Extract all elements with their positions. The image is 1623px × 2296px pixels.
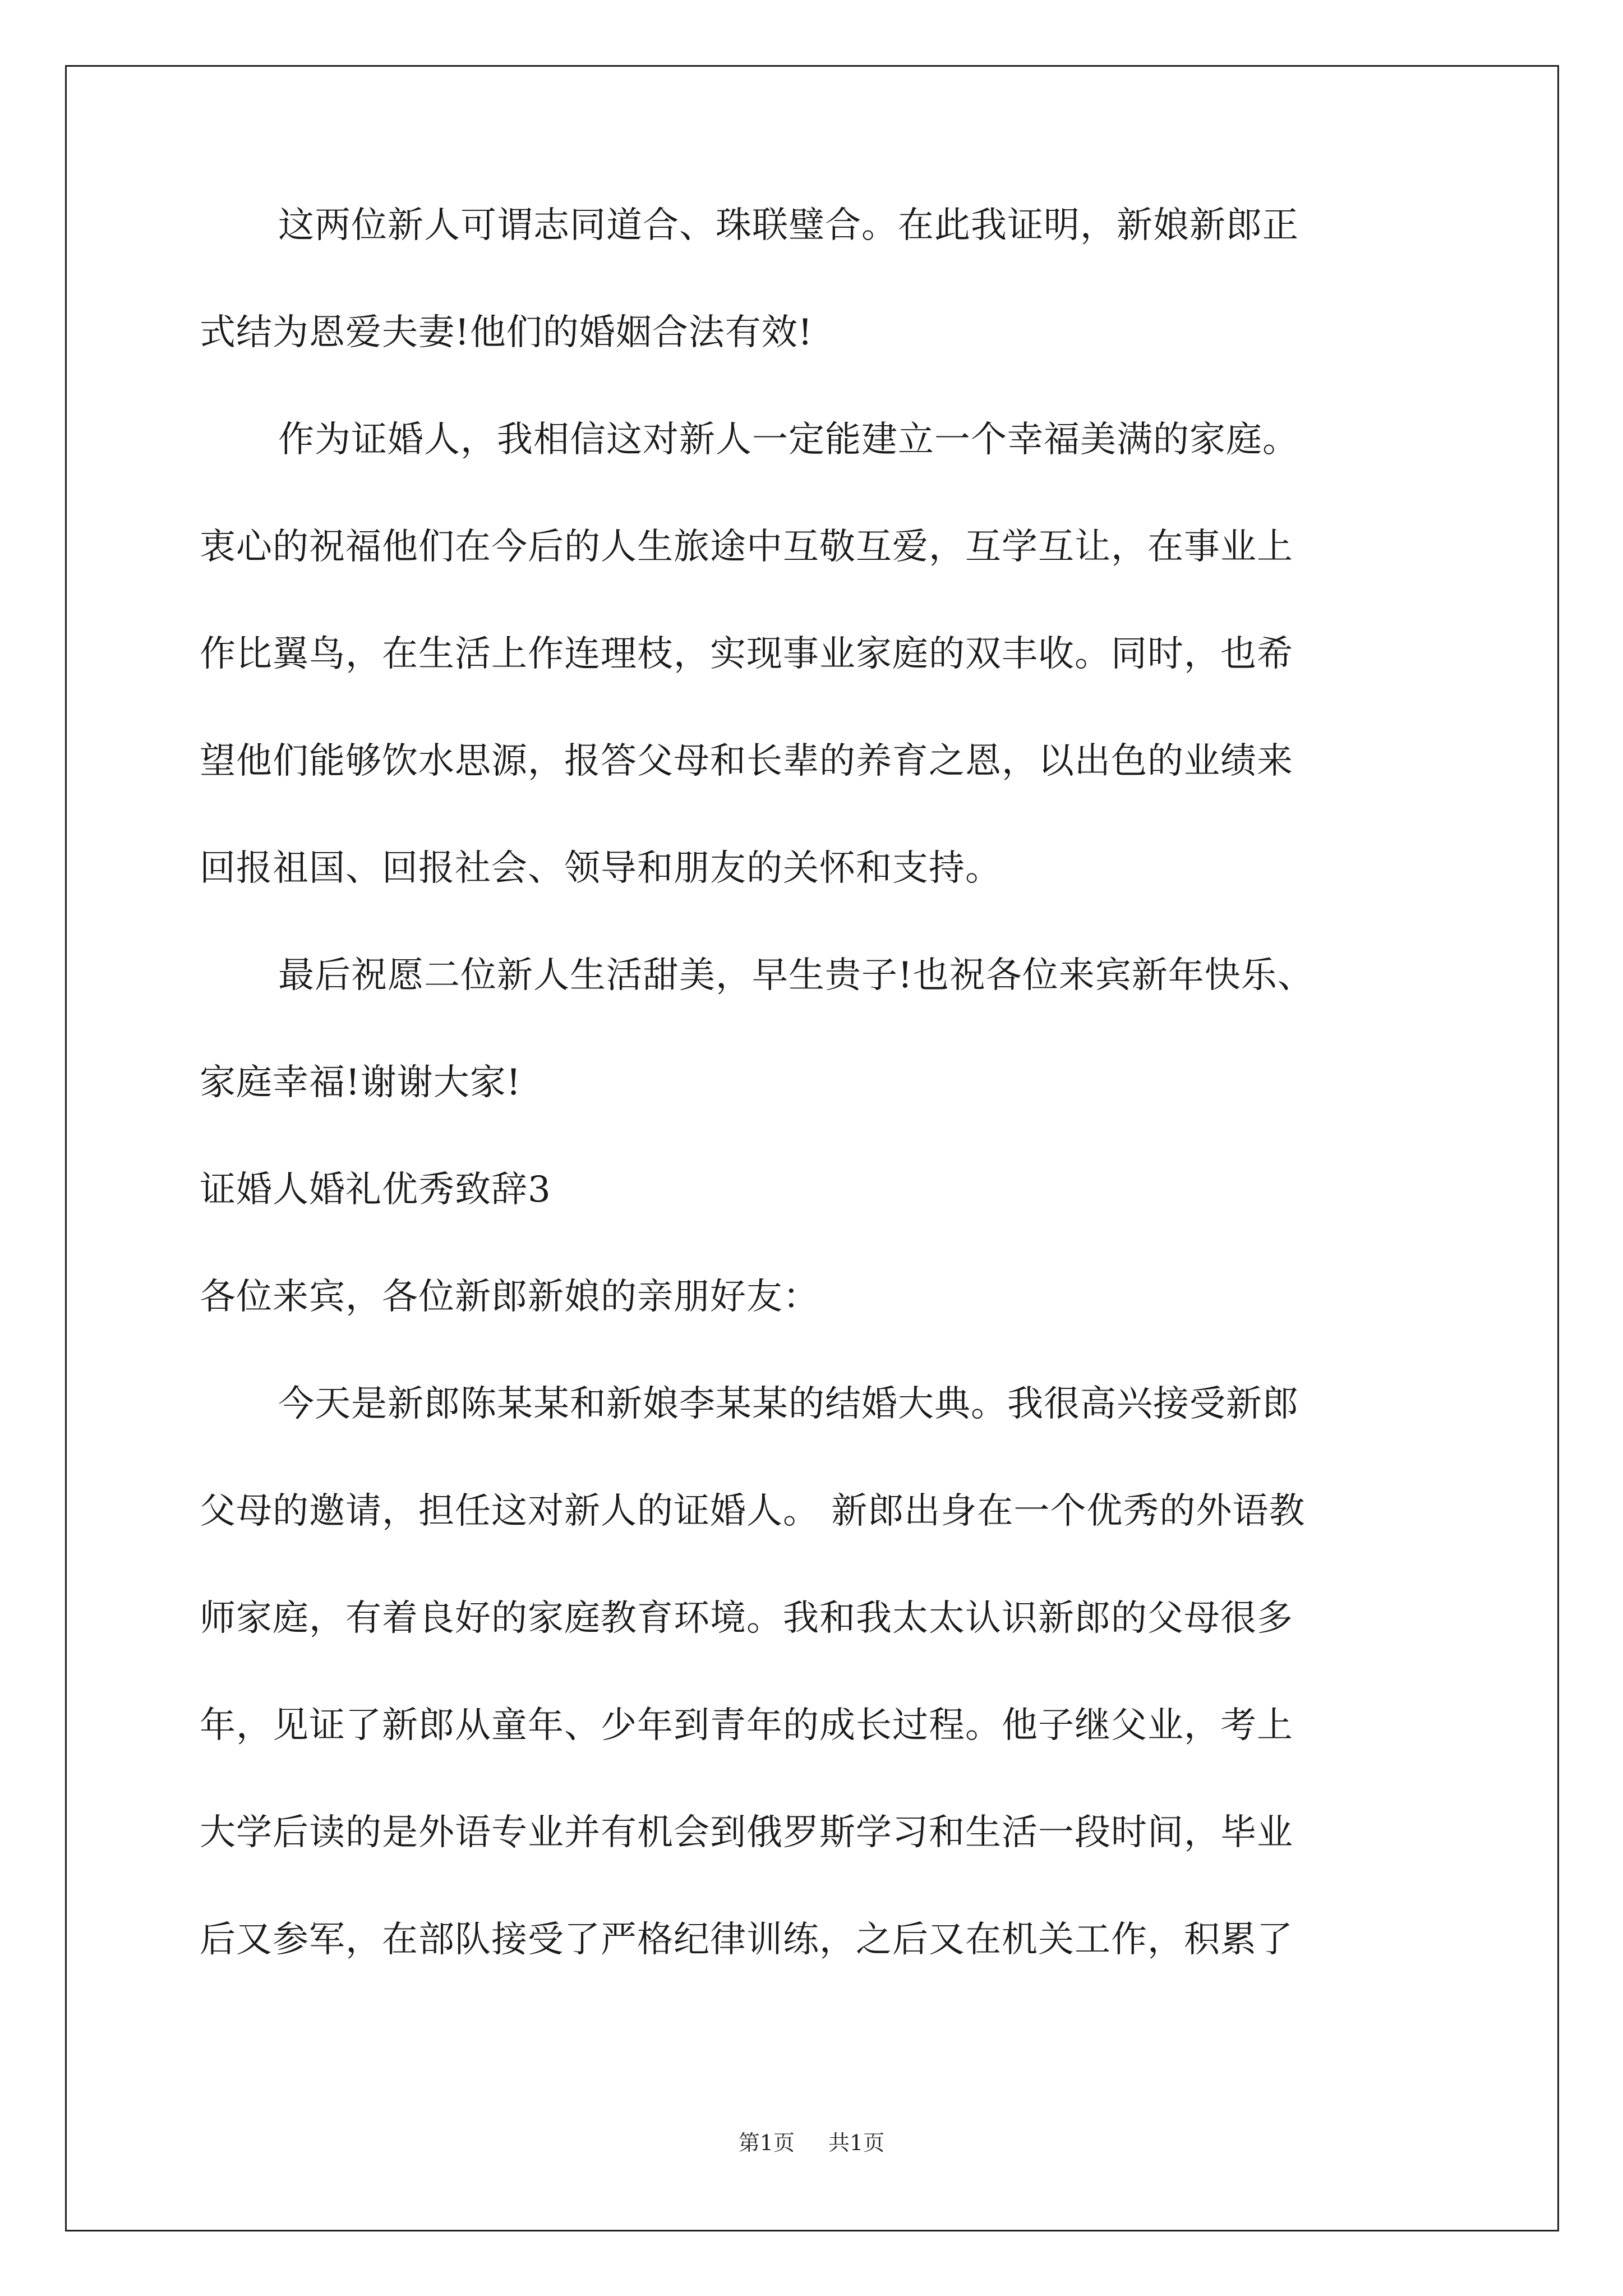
- paragraph-line: 回报祖国、回报社会、领导和朋友的关怀和支持。: [200, 848, 1002, 889]
- paragraph-line: 衷心的祝福他们在今后的人生旅途中互敬互爱，互学互让，在事业上: [200, 526, 1293, 568]
- paragraph-line: 作为证婚人，我相信这对新人一定能建立一个幸福美满的家庭。: [278, 419, 1299, 461]
- paragraph-line: 家庭幸福!谢谢大家!: [200, 1062, 522, 1103]
- paragraph-line: 最后祝愿二位新人生活甜美，早生贵子!也祝各位来宾新年快乐、: [278, 955, 1314, 996]
- paragraph-line: 望他们能够饮水思源，报答父母和长辈的养育之恩，以出色的业绩来: [200, 740, 1293, 782]
- paragraph-line: 式结为恩爱夫妻!他们的婚姻合法有效!: [200, 312, 813, 353]
- paragraph-line: 父母的邀请，担任这对新人的证婚人。 新郎出身在一个优秀的外语教: [200, 1490, 1306, 1532]
- paragraph-line: 后又参军，在部队接受了严格纪律训练，之后又在机关工作，积累了: [200, 1919, 1293, 1961]
- paragraph-line: 这两位新人可谓志同道合、珠联璧合。在此我证明，新娘新郎正: [278, 205, 1299, 246]
- paragraph-line: 大学后读的是外语专业并有机会到俄罗斯学习和生活一段时间，毕业: [200, 1812, 1293, 1853]
- section-heading: 证婚人婚礼优秀致辞3: [200, 1169, 551, 1211]
- page-number: 第1页: [738, 2131, 795, 2155]
- salutation-line: 各位来宾，各位新郎新娘的亲朋好友：: [200, 1276, 819, 1318]
- page-total: 共1页: [828, 2131, 885, 2155]
- paragraph-line: 作比翼鸟，在生活上作连理枝，实现事业家庭的双丰收。同时，也希: [200, 633, 1293, 675]
- page-footer: [0, 2132, 1623, 2154]
- paragraph-line: 年，见证了新郎从童年、少年到青年的成长过程。他子继父业，考上: [200, 1705, 1293, 1746]
- document-body: [200, 205, 1433, 2029]
- paragraph-line: 师家庭，有着良好的家庭教育环境。我和我太太认识新郎的父母很多: [200, 1598, 1293, 1639]
- paragraph-line: 今天是新郎陈某某和新娘李某某的结婚大典。我很高兴接受新郎: [278, 1383, 1299, 1425]
